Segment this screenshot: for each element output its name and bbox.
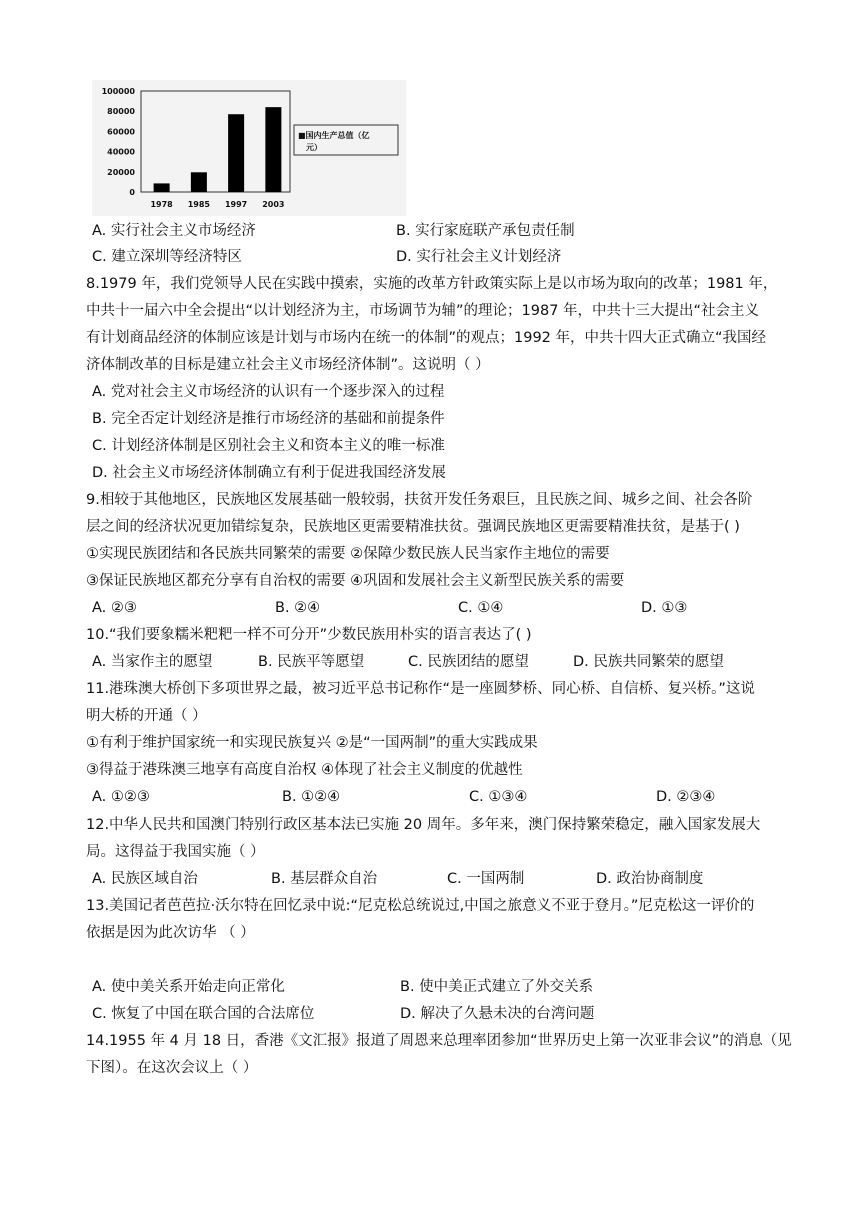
q8-option-c[interactable]: C. 计划经济体制是区别社会主义和资本主义的唯一标准 [92, 438, 445, 454]
q14-stem-line-2: 下图）。在这次会议上（ ） [86, 1060, 258, 1076]
q10-option-c[interactable]: C. 民族团结的愿望 [408, 654, 529, 670]
x-tick-label: 2003 [262, 200, 285, 209]
q9-stem-line-1: 9.相较于其他地区，民族地区发展基础一般较弱，扶贫开发任务艰巨，且民族之间、城乡之间、社会各阶 [86, 492, 753, 508]
q8-stem-line-4: 济体制改革的目标是建立社会主义市场经济体制”。这说明（ ） [86, 357, 490, 373]
q7-option-a[interactable]: A. 实行社会主义市场经济 [92, 223, 256, 239]
q14-stem-line-1: 14.1955 年 4 月 18 日，香港《文汇报》报道了周恩来总理率团参加“世界历史上第一次亚非会议”的消息（见 [86, 1033, 792, 1049]
x-tick-label: 1978 [150, 200, 173, 209]
legend-label-line-2: 元） [306, 143, 322, 152]
q9-item-line-2: ③保证民族地区都充分享有自治权的需要 ④巩固和发展社会主义新型民族关系的需要 [86, 573, 625, 589]
q13-option-d[interactable]: D. 解决了久悬未决的台湾问题 [400, 1006, 595, 1022]
q11-option-d[interactable]: D. ②③④ [656, 789, 716, 805]
q12-option-b[interactable]: B. 基层群众自治 [271, 871, 378, 887]
x-tick-label: 1985 [187, 200, 211, 209]
q8-option-b[interactable]: B. 完全否定计划经济是推行市场经济的基础和前提条件 [92, 411, 445, 427]
q11-stem-line-1: 11.港珠澳大桥创下多项世界之最，被习近平总书记称作“是一座圆梦桥、同心桥、自信桥、复兴桥。”这说 [86, 681, 755, 697]
q8-stem-line-3: 有计划商品经济的体制应该是计划与市场内在统一的体制”的观点；1992 年，中共十四大正式确立“我国经 [86, 330, 767, 346]
y-tick-label: 60000 [107, 127, 135, 137]
q11-item-line-1: ①有利于维护国家统一和实现民族复兴 ②是“一国两制”的重大实践成果 [86, 735, 538, 751]
q12-stem-line-1: 12.中华人民共和国澳门特别行政区基本法已实施 20 周年。多年来，澳门保持繁荣稳定，融入国家发展大 [86, 817, 761, 833]
q9-stem-line-2: 层之间的经济状况更加错综复杂，民族地区更需要精准扶贫。强调民族地区更需要精准扶贫，是基于( ) [86, 519, 740, 535]
y-tick-label: 0 [129, 188, 135, 197]
bar-1978 [154, 183, 170, 192]
q13-option-c[interactable]: C. 恢复了中国在联合国的合法席位 [92, 1006, 315, 1022]
q9-option-b[interactable]: B. ②④ [275, 600, 321, 616]
bar-1985 [191, 172, 207, 192]
bar-2003 [265, 107, 281, 192]
q7-option-d[interactable]: D. 实行社会主义计划经济 [396, 249, 562, 265]
q8-option-d[interactable]: D. 社会主义市场经济体制确立有利于促进我国经济发展 [92, 465, 446, 481]
q10-option-b[interactable]: B. 民族平等愿望 [258, 654, 365, 670]
q9-option-c[interactable]: C. ①④ [458, 600, 504, 616]
q8-stem-line-2: 中共十一届六中全会提出“以计划经济为主，市场调节为辅”的理论；1987 年，中共十三大提出“社会主义 [86, 303, 760, 319]
q13-option-b[interactable]: B. 使中美正式建立了外交关系 [400, 979, 594, 995]
q9-option-d[interactable]: D. ①③ [641, 600, 688, 616]
q8-stem-line-1: 8.1979 年，我们党领导人民在实践中摸索，实施的改革方针政策实际上是以市场为取向的改革；1981 年， [86, 276, 778, 292]
q13-stem-line-2: 依据是因为此次访华 （ ） [86, 925, 255, 941]
q12-option-a[interactable]: A. 民族区域自治 [92, 871, 198, 887]
q11-option-b[interactable]: B. ①②④ [282, 789, 341, 805]
q8-option-a[interactable]: A. 党对社会主义市场经济的认识有一个逐步深入的过程 [92, 384, 445, 400]
bar-1997 [228, 114, 244, 192]
q11-option-c[interactable]: C. ①③④ [469, 789, 528, 805]
x-tick-label: 1997 [224, 200, 248, 209]
q11-item-line-2: ③得益于港珠澳三地享有高度自治权 ④体现了社会主义制度的优越性 [86, 762, 523, 778]
gdp-chart-svg [92, 80, 406, 216]
q9-option-a[interactable]: A. ②③ [92, 600, 137, 616]
q10-option-d[interactable]: D. 民族共同繁荣的愿望 [573, 654, 724, 670]
y-tick-label: 80000 [107, 107, 135, 117]
q7-option-c[interactable]: C. 建立深圳等经济特区 [92, 249, 242, 265]
q12-stem-line-2: 局。这得益于我国实施（ ） [86, 844, 265, 860]
legend-label-line-1: ■国内生产总值（亿 [298, 131, 370, 140]
gdp-bar-chart [92, 80, 406, 216]
q10-option-a[interactable]: A. 当家作主的愿望 [92, 654, 213, 670]
q10-stem: 10.“我们要象糯米粑粑一样不可分开”少数民族用朴实的语言表达了( ) [86, 627, 532, 643]
y-tick-label: 40000 [107, 147, 135, 157]
y-tick-label: 20000 [107, 167, 135, 177]
q11-option-a[interactable]: A. ①②③ [92, 789, 150, 805]
q12-option-d[interactable]: D. 政治协商制度 [596, 871, 704, 887]
q13-option-a[interactable]: A. 使中美关系开始走向正常化 [92, 979, 285, 995]
q13-stem-line-1: 13.美国记者芭芭拉·沃尔特在回忆录中说:“尼克松总统说过,中国之旅意义不亚于登月。”尼克松这一评价的 [86, 898, 755, 914]
q7-option-b[interactable]: B. 实行家庭联产承包责任制 [396, 223, 575, 239]
y-tick-label: 100000 [101, 87, 135, 96]
q12-option-c[interactable]: C. 一国两制 [447, 871, 525, 887]
q11-stem-line-2: 明大桥的开通（ ） [86, 708, 207, 724]
q9-item-line-1: ①实现民族团结和各民族共同繁荣的需要 ②保障少数民族人民当家作主地位的需要 [86, 546, 610, 562]
